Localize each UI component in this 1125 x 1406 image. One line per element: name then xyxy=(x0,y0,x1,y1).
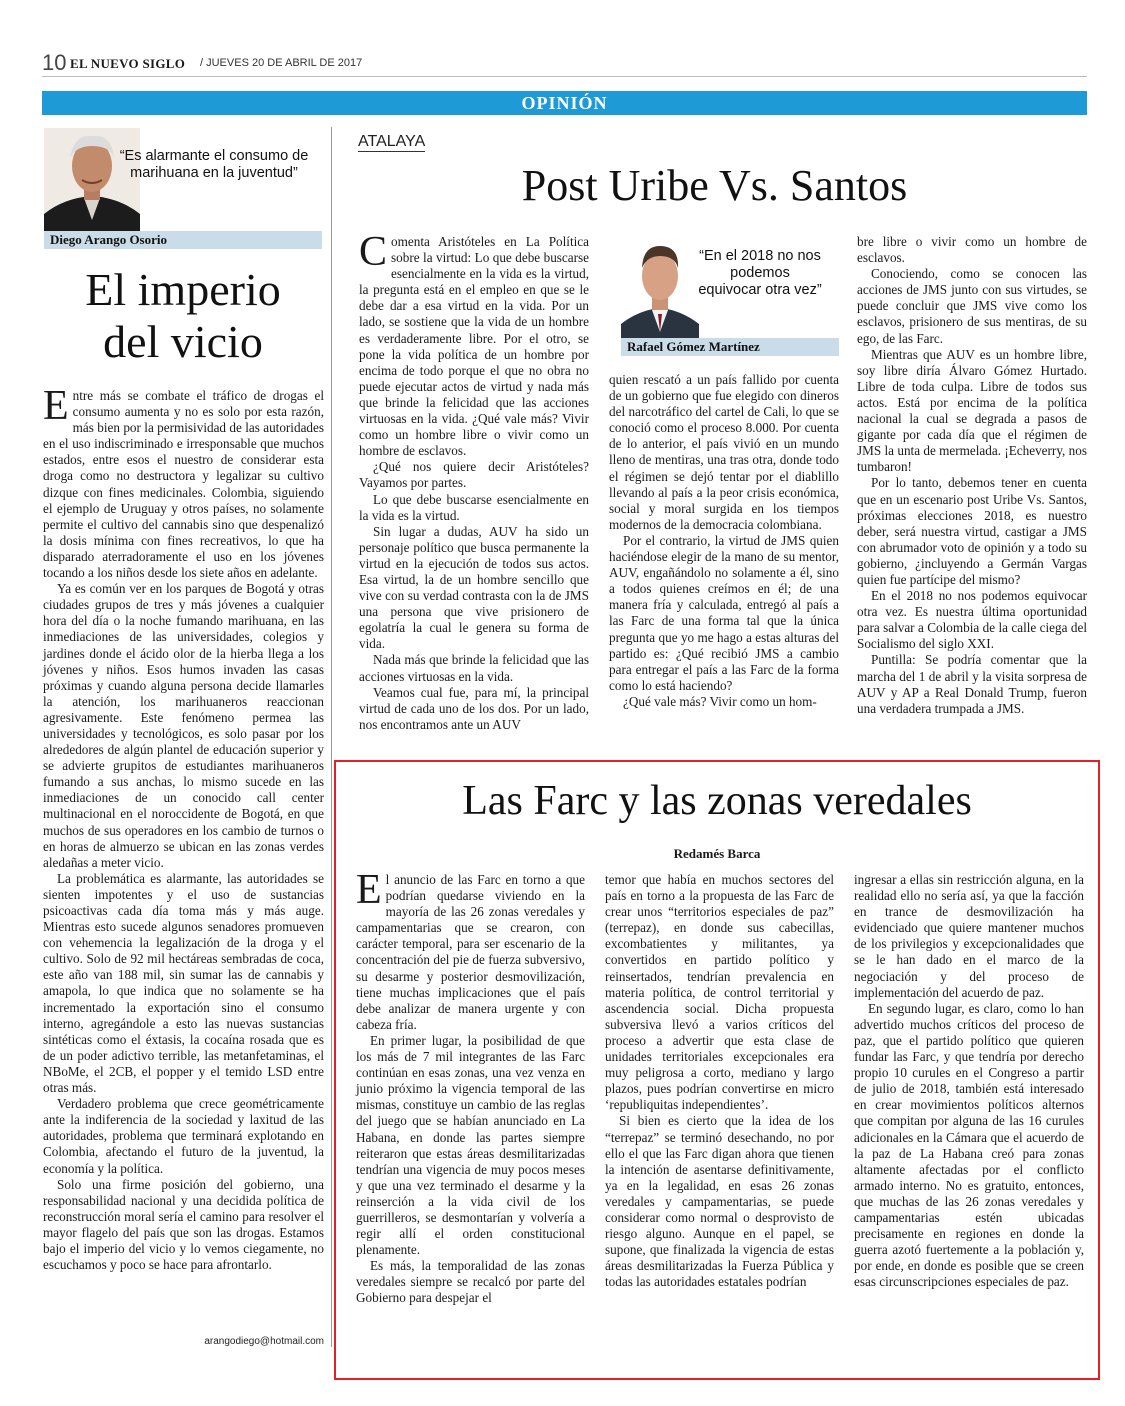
paragraph: Verdadero problema que crece geométricamente ante la indiferencia de la sociedad y laxitud de las autoridades, problema que terminará explotando en Colombia, afectando el futuro de la juventud, la economía y la política. xyxy=(43,1096,324,1176)
paragraph: Lo que debe buscarse esencialmente en la vida es la virtud. xyxy=(359,491,589,523)
paragraph: Por lo tanto, debemos tener en cuenta que en un escenario post Uribe Vs. Santos, próximas elecciones 2018, es nuestro deber, será nuestra virtud, castigar a JMS con abrumador voto de opinión y a todo su gobierno, ¿incluyendo a Germán Vargas quien fue partícipe del mismo? xyxy=(857,475,1087,587)
paragraph: Mientras que AUV es un hombre libre, soy libre diría Álvaro Gómez Hurtado. Libre de toda culpa. Libre de todos sus actos. Está por encima de la política nacional la cual se degrada a pasos de gigante por cada día que el régimen de JMS la unta de mermelada. ¡Echeverry, nos tumbaron! xyxy=(857,346,1087,475)
page-header xyxy=(42,48,1087,76)
farc-author: Redamés Barca xyxy=(673,846,761,861)
column-divider xyxy=(331,127,332,1347)
atalaya-column-1 xyxy=(359,229,589,733)
drop-cap: C xyxy=(359,229,388,275)
farc-headline: Las Farc y las zonas veredales xyxy=(462,778,972,824)
drop-cap: E xyxy=(356,867,382,913)
paragraph: Ya es común ver en los parques de Bogotá y otras ciudades grupos de tres y más jóvenes a cualquier hora del día o la noche fumando marihuana, en las inmediaciones de las universidades, colegios y jardines donde el ácido olor de la hierba llega a los jóvenes y niños. Esos humos invaden las casas próximas y cuando alguna persona decide llamarles la atención, los marihuaneros reaccionan agresivamente. Este fenómeno permea las universidades y tecnológicos, es solo pasar por los alrededores de algún plantel de educación superior y se advierte grupitos de estudiantes marihuaneros fumando a sus anchas, lo mismo sucede en las inmediaciones de un conocido call center multinacional en el noroccidente de Bogotá, en que muchos de sus operadores en los cambio de turnos o en horas de almuerzo se ubican en las zonas verdes aledañas a meter vicio. xyxy=(43,581,324,870)
atalaya-kicker xyxy=(358,133,425,151)
paragraph: Veamos cual fue, para mí, la principal virtud de cada uno de los dos. Por un lado, nos encontramos ante un AUV xyxy=(359,684,589,732)
publication-name: EL NUEVO SIGLO xyxy=(70,56,186,71)
farc-column-1 xyxy=(356,867,585,1307)
paragraph: Por el contrario, la virtud de JMS quien haciéndose elegir de la mano de su mentor, AUV, engañándolo no solamente a él, sino a todos quienes creímos en él; de una manera fría y calculada, entregó al país a las Farc de una forma tal que la única pregunta que yo me hago a estas alturas del partido es: ¿Qué recibió JMS a cambio para entregar el país a las Farc de la forma como lo está haciendo? xyxy=(609,532,839,693)
paragraph: Nada más que brinde la felicidad que las acciones virtuosas en la vida. xyxy=(359,652,589,684)
paragraph: Solo una firme posición del gobierno, una responsabilidad nacional y una decidida política de reconstrucción moral sería el camino para resolver el mayor flagelo del país que son las drogas. Estamos bajo el imperio del vicio y lo vemos ciegamente, no escuchamos y poco se hace para afrontarlo. xyxy=(43,1176,324,1273)
author-byline-bar xyxy=(44,231,322,249)
farc-column-2 xyxy=(605,872,834,1290)
section-title: OPINIÓN xyxy=(521,93,608,113)
page-number: 10 xyxy=(42,50,67,75)
atalaya-byline-bar xyxy=(621,338,839,356)
farc-column-3 xyxy=(854,872,1084,1290)
article-body xyxy=(43,383,324,1273)
paragraph: ingresar a ellas sin restricción alguna, en la realidad ello no sería así, ya que la facción en trance de desmovilización ha evidenciado que quiere mantener muchos de los privilegios y excepcionalidades que se le han dado en el marco de la negociación y del proceso de implementación del acuerdo de paz. xyxy=(854,872,1084,1000)
paragraph: ¿Qué vale más? Vivir como un hom- xyxy=(623,693,817,709)
paragraph: Sin lugar a dudas, AUV ha sido un personaje político que busca permanente la virtud en la ejecución de todos sus actos. Esa virtud, la de un hombre sencillo que vive con su verdad contrasta con la de JMS una persona que vive prisionero de egolatría la cual le genera su forma de vida. xyxy=(359,523,589,652)
atalaya-column-2 xyxy=(609,372,839,710)
paragraph: Puntilla: Se podría comentar que la marcha del 1 de abril y la visita sorpresa de AUV y AP a Real Donald Trump, fueron una verdadera trumpada a JMS. xyxy=(857,652,1087,716)
headline-line-1: El imperio xyxy=(85,264,281,315)
paragraph: Es más, la temporalidad de las zonas veredales siempre se recalcó por parte del Gobierno para despejar el xyxy=(356,1258,585,1306)
paragraph: El anuncio de las Farc en torno a que podrían quedarse viviendo en la mayoría de las 26 zonas veredales y campamentarias que se crearon, con carácter temporal, para ser escenario de la concentración del pie de fuerza subversivo, su desarme y posterior desmovilización, tiene muchas implicaciones que el país debe analizar de manera urgente y con cabeza fría. xyxy=(356,867,585,1032)
headline-line-2: del vicio xyxy=(103,316,263,367)
paragraph: En primer lugar, la posibilidad de que los más de 7 mil integrantes de las Farc continúan en esas zonas, una vez venza en junio próximo la vigencia temporal de las mismas, constituye un cambio de las reglas del juego que se habían anunciado en La Habana, en donde las partes siempre reiteraron que estas áreas desmilitarizadas tendrían una vigencia de muy pocos meses y que una vez terminado el desarme y la reinserción a la vida civil de los guerrilleros, se desmontarían y volvería a regir allí el orden constitucional plenamente. xyxy=(356,1032,585,1258)
publication-date: / JUEVES 20 DE ABRIL DE 2017 xyxy=(200,57,363,69)
paragraph: bre libre o vivir como un hombre de esclavos. xyxy=(857,234,1087,266)
kicker-label: ATALAYA xyxy=(358,133,426,150)
atalaya-author-photo xyxy=(621,232,699,340)
atalaya-column-3 xyxy=(857,234,1087,717)
paragraph: ¿Qué nos quiere decir Aristóteles? Vayamos por partes. xyxy=(359,459,589,491)
article-headline xyxy=(44,264,322,368)
paragraph: Comenta Aristóteles en La Política sobre la virtud: Lo que debe buscarse esencialmente en la vida es la virtud, la pregunta está en el empleo en que se le debe dar a esa virtud en la vida. Por un lado, se sostiene que la vida de un hombre es verdaderamente libre. Por el otro, se pone la vida política de un hombre por encima de todo porque el que no obra no puede ejecutar actos de virtud y nada más que brinde la felicidad que las acciones virtuosas en la vida. ¿Qué vale más? Vivir como un hombre libre o vivir como un hombre de esclavos. xyxy=(359,229,589,459)
paragraph: En segundo lugar, es claro, como lo han advertido muchos críticos del proceso de paz, que el partido político que quieren fundar las Farc, y que tendría por derecho propio 10 curules en el Congreso a partir de julio de 2018, también está interesado en crear movimientos políticos alternos que compitan por alguna de las 16 curules adicionales en la Cámara que el acuerdo de la paz de La Habana creó para zonas altamente afectadas por el conflicto armado interno. No es gratuito, entonces, que muchas de las 26 zonas veredales y campamentarias estén ubicadas precisamente en regiones en donde la guerra azotó fuertemente a la población y, por ende, en donde es posible que se creen esas circunscripciones especiales de paz. xyxy=(854,1000,1084,1290)
columnist-quote: “Es alarmante el consumo de marihuana en la juventud” xyxy=(119,148,309,181)
paragraph: quien rescató a un país fallido por cuenta de un gobierno que fue elegido con dineros del narcotráfico del cartel de Cali, lo que se conoció como el proceso 8.000. Por cuenta de lo anterior, el país vivió en un mundo lleno de mentiras, una tras otra, donde todo el régimen se dejó tentar por el diablillo llevando al país a la peor crisis económica, social y moral surgida en los tiempos modernos de la democracia colombiana. xyxy=(609,372,839,532)
atalaya-quote: “En el 2018 no nos podemos equivocar otra vez” xyxy=(698,248,822,298)
author-email: arangodiego@hotmail.com xyxy=(204,1336,324,1347)
paragraph: En el 2018 no nos podemos equivocar otra vez. Es nuestra última oportunidad para salvar a Colombia de la calle ciega del Socialismo del siglo XXI. xyxy=(857,588,1087,652)
paragraph: temor que había en muchos sectores del país en torno a la propuesta de las Farc de crear unos “territorios especiales de paz” (terrepaz), en donde sus cabecillas, excombatientes y militantes, ya convertidos en partido político y reinsertados, tendrían prevalencia en materia política, de control territorial y ascendencia social. Dicha propuesta subversiva llevó a varios críticos del proceso a advertir que esta clase de unidades territoriales excepcionales era muy peligrosa a corto, mediano y largo plazos, pues podrían convertirse en micro ‘republiquitas independientes’. xyxy=(605,872,834,1113)
atalaya-headline: Post Uribe Vs. Santos xyxy=(521,161,908,210)
paragraph: Entre más se combate el tráfico de drogas el consumo aumenta y no es solo por esta razón, más bien por la permisividad de las autoridades en el uso indiscriminado e irresponsable que muchos estados, entre esos el nuestro de considerar esta droga como no destructora y legalizar su cultivo dizque con fines medicinales. Colombia, siguiendo el ejemplo de Uruguay y otros países, no solamente permite el cultivo del cannabis sino que despenalizó la dosis mínima con fines recreativos, lo que ha disparado aterradoramente el uso en los jóvenes tocando a los niños desde los siete años en adelante. xyxy=(43,383,324,581)
paragraph: La problemática es alarmante, las autoridades se sienten impotentes y el uso de sustancias psicoactivas cada día toma más y más auge. Mientras esto sucede algunos senadores promueven con vehemencia la legalización de la droga y el cultivo. Solo de 92 mil hectáreas sembradas de coca, este año van 188 mil, sin sumar las de cannabis y amapola, lo que indica que no solamente se ha incrementado la exportación sino el consumo interno, agregándole a esto las nuevas sustancias sintéticas como el éxtasis, la cocaína rosada que es de un poder adictivo terrible, las metanfetaminas, el NBoMe, el 2CB, el popper y el temido LSD entre otras más. xyxy=(43,870,324,1096)
author-name: Diego Arango Osorio xyxy=(50,232,167,247)
atalaya-author-name: Rafael Gómez Martínez xyxy=(627,339,760,354)
paragraph: Conociendo, como se conocen las acciones de JMS junto con sus virtudes, se puede concluir que JMS vive como los esclavos, prisionero de sus mentiras, de su ego, de las Farc. xyxy=(857,266,1087,346)
drop-cap: E xyxy=(43,383,69,429)
paragraph: Si bien es cierto que la idea de los “terrepaz” se terminó desechando, no por ello el que las Farc digan ahora que tienen la intención de asentarse definitivamente, ya en la legalidad, en esas 26 zonas veredales y campamentarias, se puede considerar como normal o desprovisto de riesgo alguno. Aunque en el papel, se supone, que finalizada la vigencia de estas áreas desmilitarizadas la Fuerza Pública y todas las autoridades estatales podrían xyxy=(605,1113,834,1290)
header-rule xyxy=(42,76,1087,77)
